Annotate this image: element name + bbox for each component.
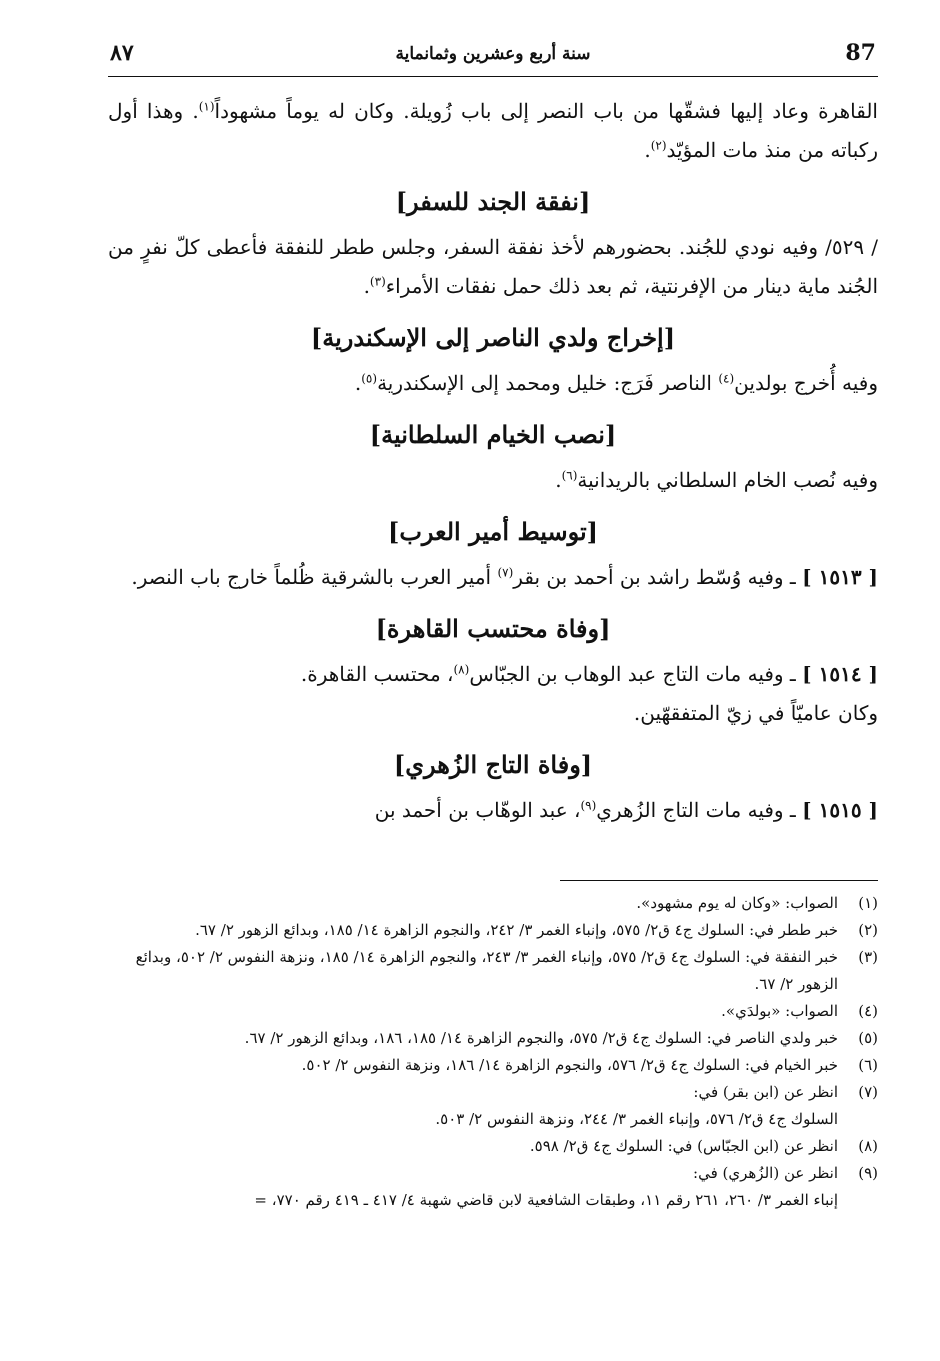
footnote [108, 1133, 878, 1160]
footnote-text: خبر ططر في: السلوك ج٤ ق٢/ ٥٧٥، وإنباء الغمر ٣/ ٢٤٢، والنجوم الزاهرة ١٤/ ١٨٥، وبدائع الزهور ٢/ ٦٧. [195, 921, 838, 939]
footnote-ref-9[interactable]: (٩) [580, 798, 597, 813]
footnote-text: انظر عن (الزُهري) في: [693, 1164, 838, 1182]
footnote-text: إنباء الغمر ٣/ ٢٦٠، ٢٦١ رقم ١١، وطبقات الشافعية لابن قاضي شهبة ٤/ ٤١٧ ـ ٤١٩ رقم ٧٧٠، = [254, 1191, 838, 1209]
footnote-number [838, 1187, 878, 1214]
footnote-ref-1[interactable]: (١) [198, 99, 215, 114]
paragraph-5 [108, 558, 878, 597]
section-heading-zuhri: [وفاة التاج الزُهري] [393, 750, 593, 779]
page-header [108, 36, 878, 77]
text-run: ـ وفيه مات التاج الزُهري [596, 798, 803, 822]
running-title: سنة أربع وعشرين وثمانماية [395, 44, 591, 64]
section-heading-alexandria: [إخراج ولدي الناصر إلى الإسكندرية] [310, 323, 676, 352]
footnote-number: (٥) [858, 1029, 878, 1047]
footnote-text: انظر عن (ابن بقر) في: [693, 1083, 838, 1101]
footnote-number [838, 1106, 878, 1133]
section-heading-muhtasib: [وفاة محتسب القاهرة] [375, 614, 611, 643]
footnote-text: الصواب: «بولدَي». [721, 1002, 838, 1020]
text-run: وفيه أُخرج بولدين [734, 371, 878, 395]
text-run: / ٥٢٩/ وفيه نودي للجُند. بحضورهم لأخذ نفقة السفر، وجلس ططر للنفقة فأعطى كلّ نفرٍ من الجُند ماية دينار من الإفرنتية، ثم بعد ذلك حمل نفقات الأمراء [108, 235, 878, 298]
section-heading-arab-emir: [توسيط أمير العرب] [387, 517, 599, 546]
footnote-ref-3[interactable]: (٣) [369, 274, 386, 289]
footnote-number: (٣) [858, 948, 878, 966]
entry-number: [ ١٥١٤ ] [802, 662, 878, 686]
footnote-ref-5[interactable]: (٥) [361, 371, 378, 386]
footnote [108, 1079, 878, 1106]
footnote [108, 944, 878, 998]
footnote-ref-2[interactable]: (٢) [650, 138, 667, 153]
page-number-latin: 87 [845, 40, 876, 66]
text-run: ـ وفيه مات التاج عبد الوهاب بن الجبّاس [469, 662, 803, 686]
footnote [108, 890, 878, 917]
footnote [108, 998, 878, 1025]
paragraph-4 [108, 461, 878, 500]
main-text [108, 92, 878, 830]
text-run: القاهرة وعاد إليها فشقّها من باب النصر إلى باب زُويلة. وكان له يوماً مشهوداً [214, 99, 878, 123]
paragraph-7 [108, 791, 878, 830]
text-run: وكان عاميّاً في زيّ المتفقهّين. [633, 701, 878, 725]
footnote-number: (٧) [858, 1083, 878, 1101]
footnote-divider [560, 880, 878, 881]
footnote [108, 1025, 878, 1052]
footnotes [108, 890, 878, 1214]
text-run: . وهذا أول ركباته من منذ مات المؤيّد [108, 99, 878, 162]
text-run: وفيه نُصب الخام السلطاني بالريدانية [577, 468, 878, 492]
section-heading-army-pay: [نفقة الجند للسفر] [395, 187, 591, 216]
footnote-number: (٩) [858, 1164, 878, 1182]
text-run: ـ وفيه وُسّط راشد بن أحمد بن بقر [513, 565, 803, 589]
text-run: ، عبد الوهّاب بن أحمد بن [374, 798, 581, 822]
text-run: ، محتسب القاهرة. [300, 662, 454, 686]
footnote-text: السلوك ج٤ ق٢/ ٥٧٦، وإنباء الغمر ٣/ ٢٤٤، ونزهة النفوس ٢/ ٥٠٣. [435, 1110, 838, 1128]
section-heading-tents: [نصب الخيام السلطانية] [369, 420, 617, 449]
footnote-ref-6[interactable]: (٦) [561, 468, 578, 483]
paragraph-3 [108, 364, 878, 403]
page-number-arabic: ٨٧ [110, 40, 134, 66]
text-run: . [555, 468, 562, 492]
text-run: . [644, 138, 651, 162]
entry-number: [ ١٥١٣ ] [802, 565, 878, 589]
footnote-ref-7[interactable]: (٧) [497, 565, 514, 580]
footnote-ref-8[interactable]: (٨) [453, 662, 470, 677]
footnote-number: (٢) [858, 921, 878, 939]
footnote-text: انظر عن (ابن الجبّاس) في: السلوك ج٤ ق٢/ ٥٩٨. [529, 1137, 838, 1155]
footnote-number: (٨) [858, 1137, 878, 1155]
footnote-continuation [108, 1187, 878, 1214]
footnote [108, 1160, 878, 1187]
footnote-number: (٤) [858, 1002, 878, 1020]
footnote-number: (٦) [858, 1056, 878, 1074]
entry-number: [ ١٥١٥ ] [802, 798, 878, 822]
footnote-continuation [108, 1106, 878, 1133]
footnote [108, 1052, 878, 1079]
paragraph-1 [108, 92, 878, 170]
footnote-text: الصواب: «وكان له يوم مشهود». [636, 894, 838, 912]
footnote [108, 917, 878, 944]
text-run: . [363, 274, 370, 298]
text-run: الناصر فَرَج: خليل ومحمد إلى الإسكندرية [377, 371, 719, 395]
footnote-text: خبر النفقة في: السلوك ج٤ ق٢/ ٥٧٥، وإنباء الغمر ٣/ ٢٤٣، والنجوم الزاهرة ١٤/ ١٨٥، ونزهة النفوس ٢/ ٥٠٢، وبدائع الزهور ٢/ ٦٧. [135, 948, 838, 993]
footnote-text: خبر الخيام في: السلوك ج٤ ق٢/ ٥٧٦، والنجوم الزاهرة ١٤/ ١٨٦، ونزهة النفوس ٢/ ٥٠٢. [301, 1056, 838, 1074]
footnote-text: خبر ولدي الناصر في: السلوك ج٤ ق٢/ ٥٧٥، والنجوم الزاهرة ١٤/ ١٨٥، ١٨٦، وبدائع الزهور ٢/ ٦٧. [244, 1029, 838, 1047]
footnote-number: (١) [858, 894, 878, 912]
text-run: . [354, 371, 362, 395]
paragraph-2 [108, 228, 878, 306]
text-run: أمير العرب بالشرقية ظُلماً خارج باب النصر. [131, 565, 498, 589]
footnote-ref-4[interactable]: (٤) [718, 371, 735, 386]
paragraph-6 [108, 655, 878, 733]
